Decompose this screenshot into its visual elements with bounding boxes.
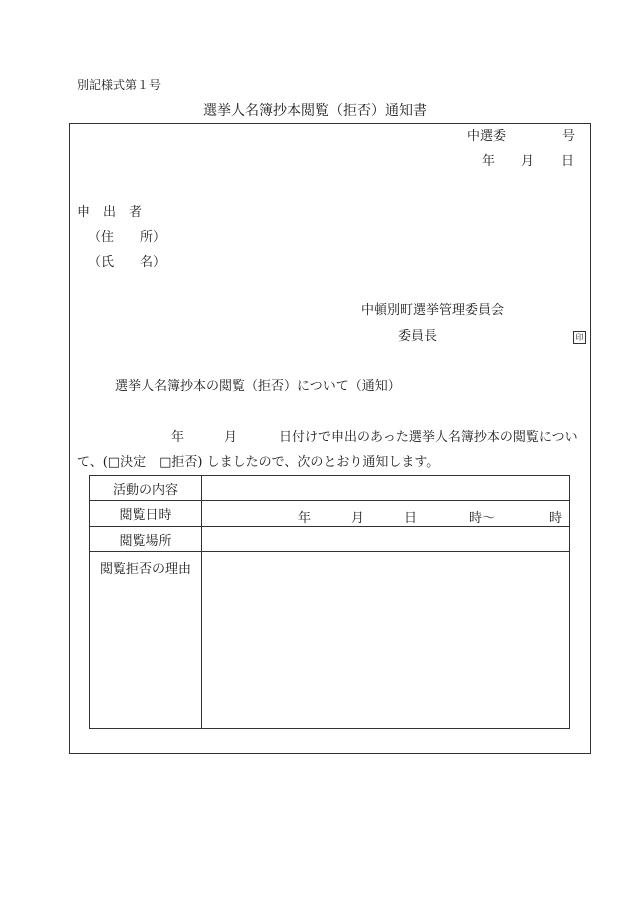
table-row xyxy=(90,501,570,527)
datetime-value-cell xyxy=(202,501,570,527)
applicant-label: 申 出 者 xyxy=(77,205,143,220)
document-title: 選挙人名簿抄本閲覧（拒否）通知書 xyxy=(203,103,427,119)
body-text-line1: 日付けで申出のあった選挙人名簿抄本の閲覧につい xyxy=(279,430,578,445)
applicant-address-label: （住 所） xyxy=(88,230,167,245)
datetime-day: 日 xyxy=(404,511,418,526)
subject-line: 選挙人名簿抄本の閲覧（拒否）について（通知） xyxy=(115,379,401,394)
ref-number-suffix: 号 xyxy=(562,129,576,144)
row-label-datetime: 閲覧日時 xyxy=(90,501,202,527)
table-row xyxy=(90,476,570,501)
activity-value-cell xyxy=(202,476,570,501)
datetime-hour-from: 時～ xyxy=(469,511,496,526)
body-text-line2: て、(□決定 □拒否) しましたので、次のとおり通知します。 xyxy=(77,455,440,470)
datetime-month: 月 xyxy=(351,511,365,526)
datetime-hour-to: 時 xyxy=(549,511,563,526)
issuer-organization: 中頓別町選挙管理委員会 xyxy=(361,303,505,318)
ref-date-year: 年 xyxy=(482,154,496,169)
row-label-place: 閲覧場所 xyxy=(90,527,202,552)
ref-number-prefix: 中選委 xyxy=(467,129,507,144)
detail-table xyxy=(89,475,570,729)
seal-icon: 印 xyxy=(573,331,586,344)
body-month: 月 xyxy=(224,430,238,445)
body-year: 年 xyxy=(171,430,185,445)
seal-mark xyxy=(573,330,586,344)
table-row xyxy=(90,527,570,552)
ref-date-day: 日 xyxy=(561,154,575,169)
refusal-reason-value-cell xyxy=(202,552,570,729)
table-row xyxy=(90,552,570,729)
ref-date-month: 月 xyxy=(521,154,535,169)
datetime-year: 年 xyxy=(298,511,312,526)
issuer-role: 委員長 xyxy=(398,329,438,344)
row-label-activity: 活動の内容 xyxy=(90,476,202,501)
form-number-label: 別記様式第１号 xyxy=(77,78,162,92)
applicant-name-label: （氏 名） xyxy=(88,255,167,270)
row-label-refusal-reason: 閲覧拒否の理由 xyxy=(90,552,202,729)
place-value-cell xyxy=(202,527,570,552)
